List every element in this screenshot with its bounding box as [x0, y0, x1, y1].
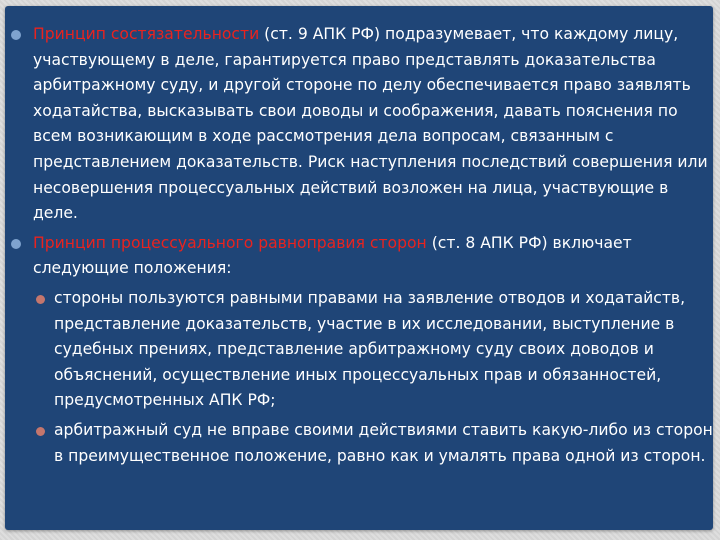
bullet-level1-icon: [11, 239, 21, 249]
paragraph-adversarial-principle: [33, 22, 713, 227]
paragraph-text: (ст. 9 АПК РФ) подразумевает, что каждому лицу, участвующему в деле, гарантируется право представлять доказательства арбитражному суду, и другой стороне по делу обеспечивается право заявлять ходатайства, высказывать свои доводы и соображения, давать пояснения по всем возникающим в ходе рассмотрения дела вопросам, связанным с представлением доказательств. Риск наступления последствий совершения или несовершения процессуальных действий возложен на лица, участвующие в деле.: [33, 25, 708, 223]
bullet-level2-icon: [36, 295, 45, 304]
sub-item-text: стороны пользуются равными правами на заявление отводов и ходатайств, представление доказательств, участие в их исследовании, выступление в судебных прениях, представление арбитражному суду своих доводов и объяснений, осуществление иных процессуальных прав и обязанностей, предусмотренных АПК РФ;: [54, 288, 686, 410]
sub-item-court-neutrality: [54, 418, 713, 469]
paragraph-text: (ст. 8 АПК РФ) включает следующие положения:: [33, 233, 632, 278]
paragraph-equality-principle: [33, 231, 713, 282]
bullet-level2-icon: [36, 427, 45, 436]
term-equality-principle: Принцип процессуального равноправия сторон: [33, 233, 427, 252]
content-panel: [5, 6, 713, 530]
bullet-level1-icon: [11, 30, 21, 40]
sub-item-text: арбитражный суд не вправе своими действиями ставить какую-либо из сторон в преимущественное положение, равно как и умалять права одной из сторон.: [54, 420, 713, 465]
slide-body: [33, 22, 713, 473]
sub-item-equal-rights: [54, 286, 713, 414]
term-adversarial-principle: Принцип состязательности: [33, 25, 260, 43]
